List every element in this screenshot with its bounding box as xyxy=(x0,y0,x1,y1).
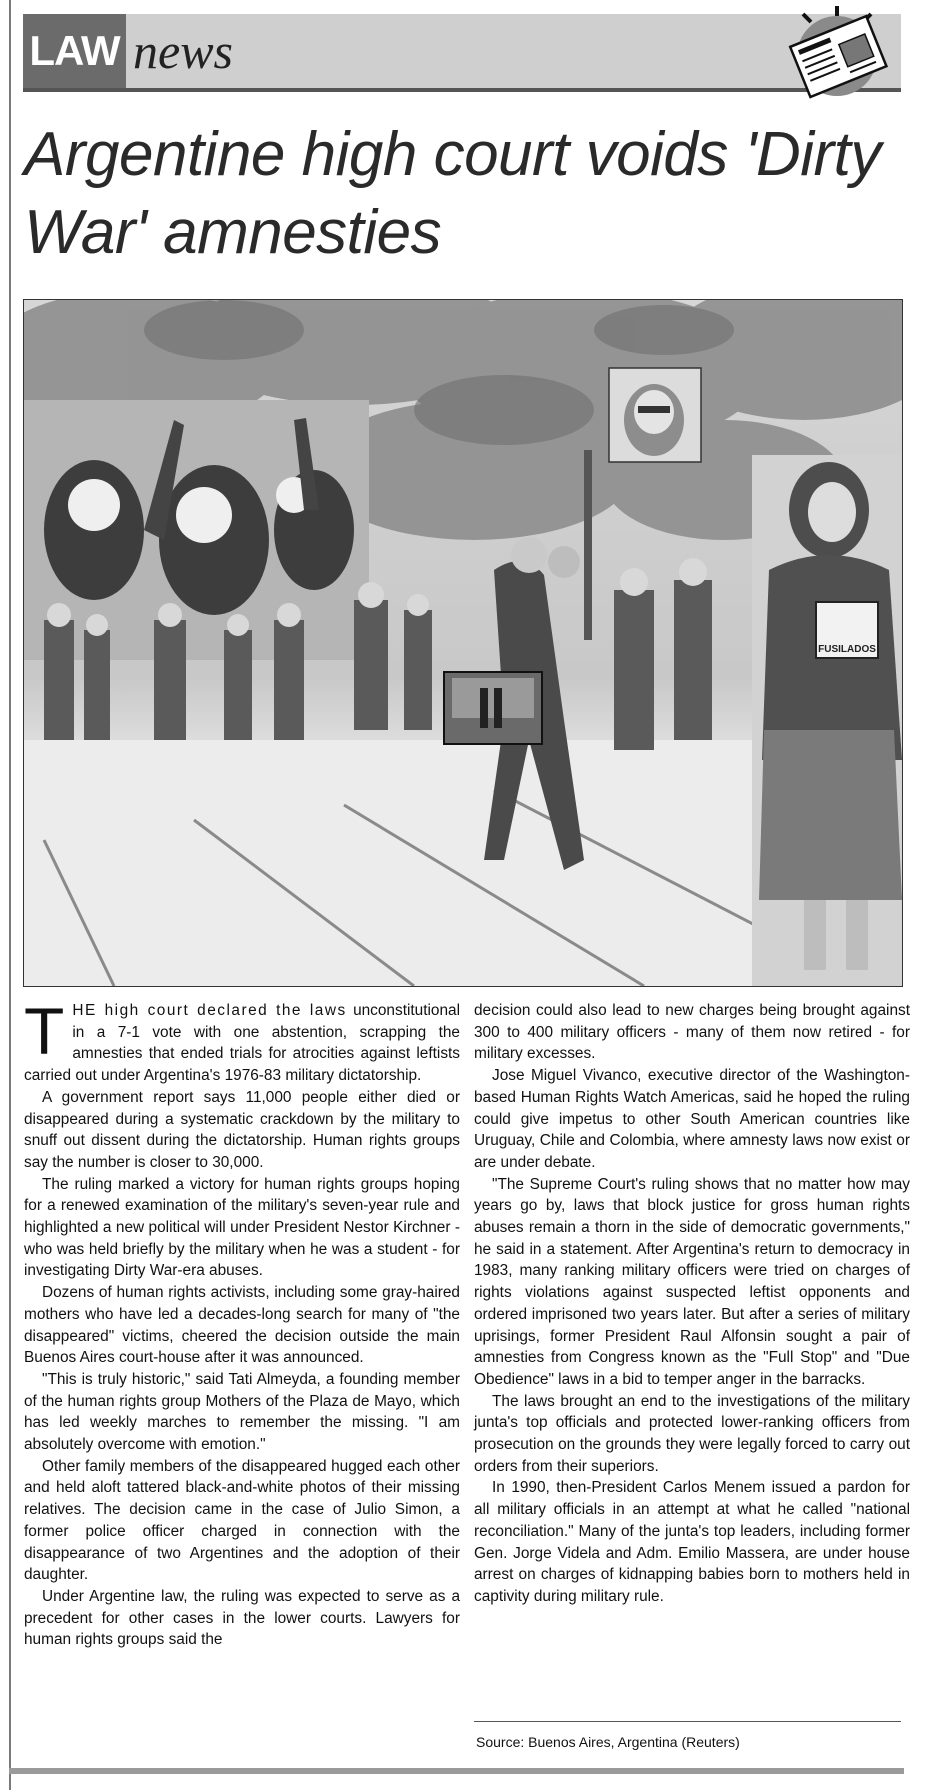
article-paragraph: In 1990, then-President Carlos Menem issued a pardon for all military officials in an attempt at what he called "national reconciliation." Many of the junta's top leaders, including former Gen. Jorge Videla and Adm. Emilio Massera, are under house arrest on charges of kidnapping babies born to mothers held in captivity during military rule. xyxy=(474,1479,910,1605)
article-paragraph: The ruling marked a victory for human rights groups hoping for a renewed examination of the military's seven-year rule and highlighted a new political will under President Nestor Kirchner - who was held briefly by the military when he was a student - for investigating Dirty War-era abuses. xyxy=(24,1175,460,1280)
article-source: Source: Buenos Aires, Argentina (Reuters) xyxy=(476,1734,740,1750)
newspaper-icon xyxy=(775,4,895,100)
article-headline: Argentine high court voids 'Dirty War' amnesties xyxy=(24,120,881,267)
lead-first-words: HE high court declared the laws xyxy=(72,1002,347,1019)
source-divider xyxy=(474,1721,901,1722)
photo-sign-text: FUSILADOS xyxy=(818,644,876,655)
article-paragraph: Other family members of the disappeared hugged each other and held aloft tattered black-and-white photos of their missing relatives. The decision came in the case of Julio Simon, a former police officer charged in connection with the disappearance of two Argentines and the adoption of their daughter. xyxy=(24,1457,460,1584)
article-paragraph: Dozens of human rights activists, including some gray-haired mothers who have led a decades-long search for many of "the disappeared" victims, cheered the decision outside the main Buenos Aires court-house after it was announced. xyxy=(24,1284,460,1367)
drop-cap: T xyxy=(24,994,65,1068)
article-paragraph: A government report says 11,000 people either died or disappeared during a systematic crackdown by the military to snuff out dissent during the dictatorship. Human rights groups say the number is closer to 30,000. xyxy=(24,1088,460,1171)
article-paragraph: Under Argentine law, the ruling was expected to serve as a precedent for other cases in the lower courts. Lawyers for human rights groups said the xyxy=(24,1587,460,1649)
article-paragraph: The laws brought an end to the investigations of the military junta's top officials and protected lower-ranking officers from prosecution on the grounds they were legally forced to carry out orders from their superiors. xyxy=(474,1392,910,1475)
article-paragraph-continued: decision could also lead to new charges being brought against 300 to 400 military officers - many of them now retired - for military excesses. xyxy=(474,1002,910,1063)
left-margin-rule xyxy=(9,0,11,1790)
article-column-right xyxy=(474,1000,910,1608)
article-column-left xyxy=(24,994,461,1651)
article-photo-collage xyxy=(23,299,903,987)
section-header xyxy=(23,14,901,92)
article-paragraph: "This is truly historic," said Tati Almeyda, a founding member of the human rights group Mothers of the Plaza de Mayo, which has led weekly marches to remember the missing. "I am absolutely overcome with emotion." xyxy=(24,1370,460,1454)
article-lead-paragraph xyxy=(24,994,461,1087)
article-paragraph: Jose Miguel Vivanco, executive director of the Washington-based Human Rights Watch Americas, said he hoped the ruling could give impetus to other South American countries like Uruguay, Chile and Colombia, where amnesty laws now exist or are under debate. xyxy=(474,1067,910,1171)
article-paragraph: "The Supreme Court's ruling shows that no matter how may years go by, laws that block justice for gross human rights abuses remain a thorn in the side of democratic governments," he said in a statement. After Argentina's return to democracy in 1983, many ranking military officers were tried on charges of rights violations against suspected leftist opponents and ordered imprisoned two years later. But after a series of military uprisings, former President Raul Alfonsin sought a pair of amnesties from Congress known as the "Full Stop" and "Due Obedience" laws in a bid to temper anger in the barracks. xyxy=(474,1175,910,1388)
bottom-margin-rule xyxy=(9,1768,904,1774)
section-label-law: LAW xyxy=(23,14,126,88)
section-label-news: news xyxy=(133,23,233,79)
lead-rest: unconstitutional in a 7-1 vote with one abstention, scrapping the amnesties that ended trials for atrocities against leftists carried out under Argentina's 1976-83 military dictatorship. xyxy=(24,1002,461,1085)
